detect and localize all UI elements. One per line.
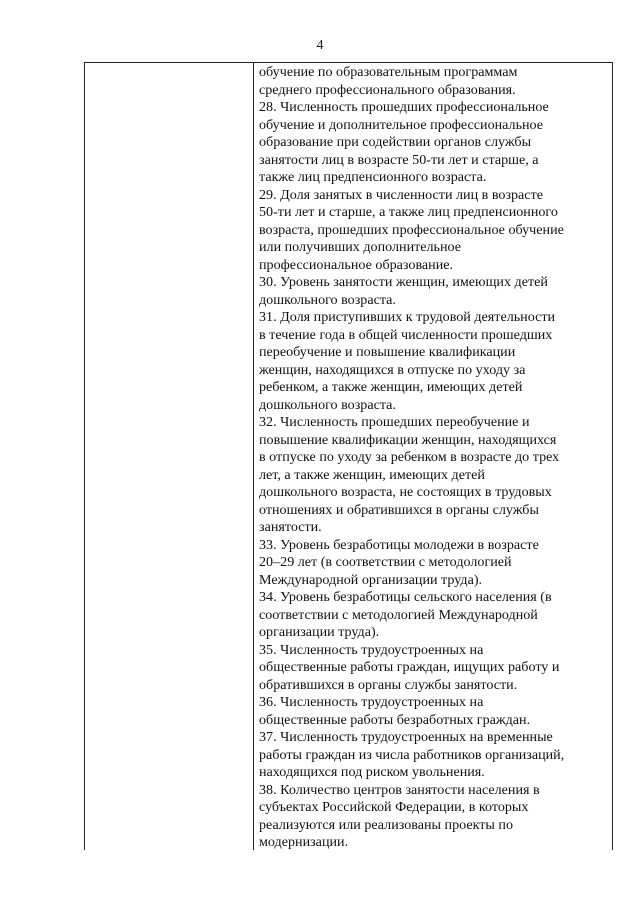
text-line: в отпуске по уходу за ребенком в возрасте до трех <box>259 449 560 465</box>
text-line: реализуются или реализованы проекты по <box>259 816 514 833</box>
text-line: 30. Уровень занятости женщин, имеющих детей <box>259 274 548 290</box>
text-line: 31. Доля приступивших к трудовой деятельности <box>259 309 556 325</box>
text-line: организации труда). <box>259 624 380 640</box>
text-line: 38. Количество центров занятости населения в <box>259 781 540 798</box>
text-line: в течение года в общей численности прошедших <box>259 326 553 343</box>
text-line: 32. Численность прошедших переобучение и <box>259 414 530 430</box>
text-line: лет, а также женщин, имеющих детей <box>259 466 485 483</box>
table-left-column <box>85 63 253 850</box>
text-line: находящихся под риском увольнения. <box>259 764 485 780</box>
text-line: 35. Численность трудоустроенных на <box>259 641 484 658</box>
text-line: общественные работы безработных граждан. <box>259 711 531 728</box>
text-line: дошкольного возраста. <box>259 396 396 413</box>
text-line: работы граждан из числа работников организаций, <box>259 746 565 763</box>
text-line: обучение по образовательным программам <box>259 64 518 80</box>
text-line: также лиц предпенсионного возраста. <box>259 169 487 185</box>
text-line: соответствии с методологией Международной <box>259 606 538 623</box>
text-line: дошкольного возраста, не состоящих в трудовых <box>259 484 552 500</box>
text-line: повышение квалификации женщин, находящихся <box>259 431 557 448</box>
text-line: 50-ти лет и старше, а также лиц предпенсионного <box>259 204 558 220</box>
text-line: дошкольного возраста. <box>259 291 396 308</box>
text-line: женщин, находящихся в отпуске по уходу за <box>259 361 526 378</box>
text-line: 36. Численность трудоустроенных на <box>259 694 484 710</box>
page-number: 4 <box>316 38 324 53</box>
text-line: среднего профессионального образования. <box>259 81 516 98</box>
text-line: 29. Доля занятых в численности лиц в возрасте <box>259 186 543 203</box>
text-line: Международной организации труда). <box>259 571 483 588</box>
text-line: 37. Численность трудоустроенных на временные <box>259 729 553 745</box>
text-line: переобучение и повышение квалификации <box>259 344 516 360</box>
text-line: общественные работы граждан, ищущих работу и <box>259 659 560 675</box>
text-line: или получивших дополнительное <box>259 239 462 255</box>
text-line: профессиональное образование. <box>259 256 454 273</box>
text-line: 34. Уровень безработицы сельского населения (в <box>259 589 552 605</box>
text-line: возраста, прошедших профессиональное обучение <box>259 221 564 238</box>
text-line: занятости. <box>259 519 322 535</box>
table-right-column <box>259 64 609 851</box>
text-line: субъектах Российской Федерации, в которых <box>259 799 529 815</box>
column-divider <box>253 63 254 850</box>
text-line: обучение и дополнительное профессиональное <box>259 116 544 133</box>
text-line: образование при содействии органов службы <box>259 134 532 150</box>
text-line: ребенком, а также женщин, имеющих детей <box>259 379 523 395</box>
document-table <box>84 62 613 850</box>
text-line: 28. Численность прошедших профессиональное <box>259 99 549 115</box>
text-line: 20–29 лет (в соответствии с методологией <box>259 554 512 570</box>
text-line: отношениях и обратившихся в органы службы <box>259 501 539 518</box>
text-line: занятости лиц в возрасте 50-ти лет и старше, а <box>259 151 539 168</box>
text-line: 33. Уровень безработицы молодежи в возрасте <box>259 536 539 553</box>
text-line: обратившихся в органы службы занятости. <box>259 676 518 693</box>
text-line: модернизации. <box>259 834 349 850</box>
